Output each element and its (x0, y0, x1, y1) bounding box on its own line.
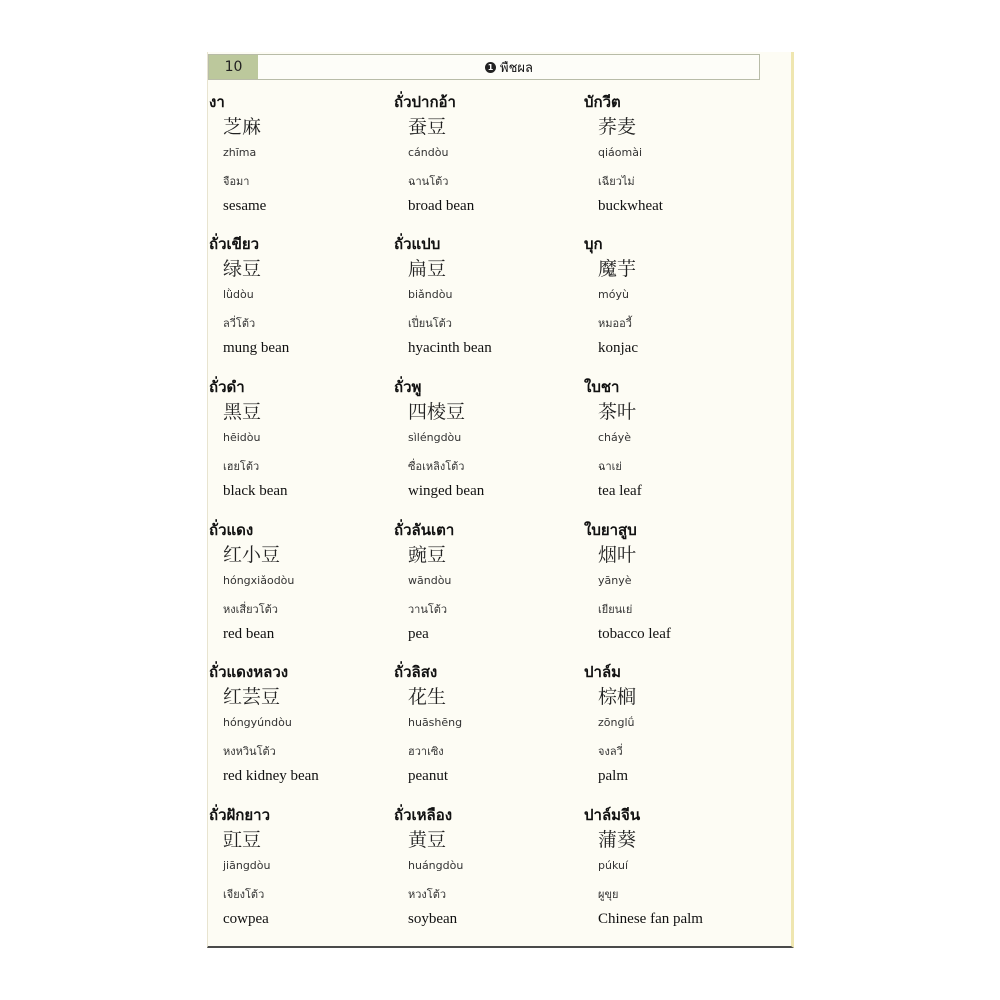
pinyin: qiáomài (598, 146, 643, 159)
english-translation: black bean (223, 483, 288, 499)
thai-headword: ถั่วลิสง (394, 663, 438, 681)
english-translation: red bean (223, 626, 275, 642)
thai-headword: ถั่วแดง (209, 521, 254, 539)
pinyin: zōnglǘ (598, 716, 635, 729)
chinese-characters: 棕榈 (598, 686, 637, 708)
thai-headword: ถั่วดำ (209, 378, 245, 396)
pinyin: huāshēng (408, 716, 463, 729)
thai-pronunciation: ผูขุย (598, 888, 619, 901)
book-page (207, 52, 794, 948)
thai-pronunciation: เฮยโต้ว (223, 460, 260, 473)
thai-pronunciation: หงหวินโต้ว (223, 745, 276, 758)
chinese-characters: 茶叶 (598, 401, 637, 423)
thai-pronunciation: เจียงโต้ว (223, 888, 265, 901)
thai-headword: บุก (584, 235, 603, 253)
thai-pronunciation: หวงโต้ว (408, 888, 447, 901)
chinese-characters: 黑豆 (223, 401, 262, 423)
thai-headword: ถั่วเหลือง (394, 806, 453, 824)
pinyin: yānyè (598, 574, 632, 587)
thai-pronunciation: ฉานโต้ว (408, 175, 449, 188)
pinyin: huángdòu (408, 859, 464, 872)
thai-pronunciation: ฮวาเซิง (408, 745, 444, 758)
english-translation: konjac (598, 340, 638, 356)
page-number: 10 (209, 55, 258, 79)
english-translation: soybean (408, 911, 458, 927)
pinyin: lǜdòu (223, 288, 254, 301)
thai-headword: ถั่วแปบ (394, 235, 441, 253)
english-translation: tobacco leaf (598, 626, 671, 642)
english-translation: sesame (223, 198, 267, 214)
english-translation: cowpea (223, 911, 269, 927)
thai-headword: ใบยาสูบ (584, 521, 637, 539)
chinese-characters: 豇豆 (223, 829, 262, 851)
english-translation: mung bean (223, 340, 290, 356)
thai-pronunciation: วานโต้ว (408, 603, 448, 616)
page-header (208, 54, 760, 80)
english-translation: hyacinth bean (408, 340, 492, 356)
pinyin: jiāngdòu (223, 859, 271, 872)
pinyin: biǎndòu (408, 288, 453, 301)
thai-pronunciation: ลวี่โต้ว (223, 317, 256, 330)
pinyin: púkuí (598, 859, 629, 872)
thai-headword: ใบชา (584, 378, 620, 396)
english-translation: red kidney bean (223, 768, 319, 784)
chinese-characters: 蚕豆 (408, 116, 447, 138)
pinyin: sìléngdòu (408, 431, 462, 444)
thai-pronunciation: หมออวี้ (598, 317, 632, 330)
english-translation: Chinese fan palm (598, 911, 703, 927)
pinyin: zhīma (223, 146, 257, 159)
chinese-characters: 豌豆 (408, 544, 447, 566)
chinese-characters: 四棱豆 (408, 401, 466, 423)
chinese-characters: 花生 (408, 686, 447, 708)
english-translation: pea (408, 626, 429, 642)
thai-headword: ถั่วลันเตา (394, 521, 455, 539)
chinese-characters: 红小豆 (223, 544, 281, 566)
pinyin: wāndòu (408, 574, 452, 587)
chinese-characters: 魔芋 (598, 258, 637, 280)
thai-pronunciation: ซื่อเหลิงโต้ว (408, 460, 465, 473)
chinese-characters: 蒲葵 (598, 829, 637, 851)
thai-headword: ปาล์มจีน (584, 806, 641, 824)
pinyin: hóngyúndòu (223, 716, 292, 729)
section-heading (485, 55, 533, 79)
thai-pronunciation: จือมา (223, 175, 250, 188)
chinese-characters: 烟叶 (598, 544, 637, 566)
thai-headword: ถั่วพู (394, 378, 422, 396)
thai-headword: งา (209, 93, 225, 111)
section-title: พืชผล (500, 60, 533, 76)
chinese-characters: 芝麻 (223, 116, 262, 138)
thai-pronunciation: ฉาเย่ (598, 460, 622, 473)
thai-headword: ถั่วปากอ้า (394, 93, 456, 111)
english-translation: peanut (408, 768, 448, 784)
thai-pronunciation: เยียนเย่ (598, 603, 633, 616)
english-translation: buckwheat (598, 198, 663, 214)
thai-pronunciation: จงลวี่ (598, 745, 623, 758)
pinyin: cháyè (598, 431, 632, 444)
thai-headword: ถั่วแดงหลวง (209, 663, 289, 681)
section-number-badge: 1 (485, 62, 496, 73)
thai-headword: ถั่วฝักยาว (209, 806, 271, 824)
thai-headword: ปาล์ม (584, 663, 622, 681)
english-translation: tea leaf (598, 483, 642, 499)
pinyin: móyù (598, 288, 629, 301)
thai-headword: บักวีต (584, 93, 621, 111)
thai-pronunciation: เปี่ยนโต้ว (408, 317, 452, 330)
english-translation: winged bean (408, 483, 485, 499)
pinyin: hēidòu (223, 431, 261, 444)
chinese-characters: 荞麦 (598, 116, 637, 138)
pinyin: cándòu (408, 146, 449, 159)
chinese-characters: 红芸豆 (223, 686, 281, 708)
english-translation: palm (598, 768, 628, 784)
english-translation: broad bean (408, 198, 475, 214)
chinese-characters: 黄豆 (408, 829, 447, 851)
thai-pronunciation: เฉียวไม่ (598, 175, 635, 188)
thai-pronunciation: หงเสี่ยวโต้ว (223, 603, 278, 616)
pinyin: hóngxiǎodòu (223, 574, 295, 587)
chinese-characters: 绿豆 (223, 258, 262, 280)
chinese-characters: 扁豆 (408, 258, 447, 280)
thai-headword: ถั่วเขียว (209, 235, 260, 253)
